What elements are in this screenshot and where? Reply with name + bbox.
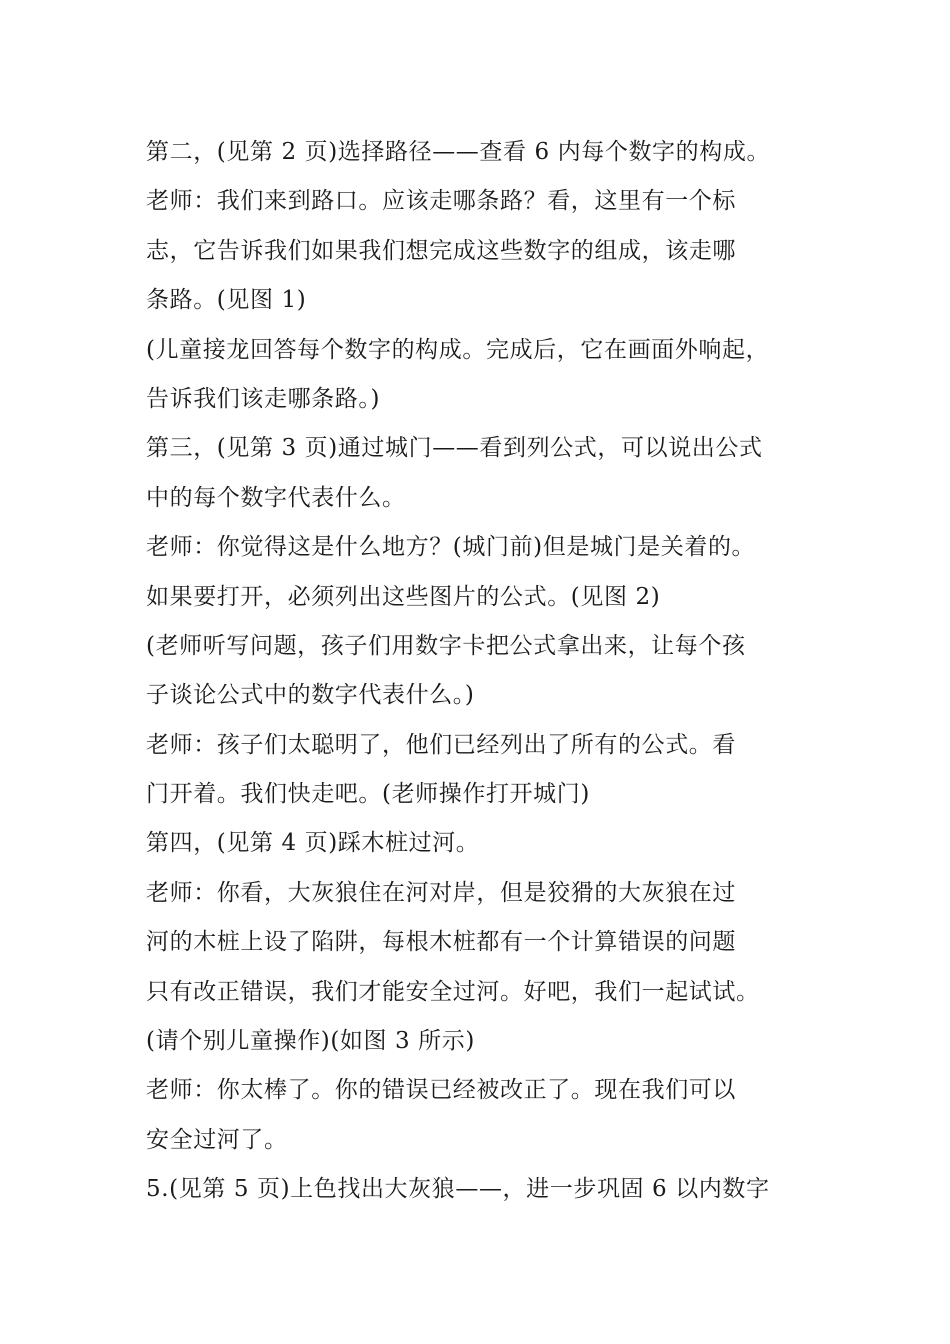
text-line: 第三，(见第 3 页)通过城门——看到列公式，可以说出公式 (146, 435, 763, 462)
text-line: 老师：孩子们太聪明了，他们已经列出了所有的公式。看 (146, 731, 736, 758)
text-line: 子谈论公式中的数字代表什么。) (146, 682, 475, 709)
text-line: 告诉我们该走哪条路。) (146, 385, 381, 412)
text-line: 老师：你看，大灰狼住在河对岸，但是狡猾的大灰狼在过 (146, 879, 736, 906)
text-line: 如果要打开，必须列出这些图片的公式。(见图 2) (146, 583, 661, 610)
text-line: 河的木桩上设了陷阱，每根木桩都有一个计算错误的问题 (146, 929, 736, 956)
text-line: (请个别儿童操作)(如图 3 所示) (146, 1028, 475, 1055)
text-line: 第二，(见第 2 页)选择路径——查看 6 内每个数字的构成。 (146, 139, 771, 165)
text-line: 志，它告诉我们如果我们想完成这些数字的组成，该走哪 (146, 237, 736, 264)
text-line: (儿童接龙回答每个数字的构成。完成后，它在画面外响起， (146, 336, 770, 363)
text-line: (老师听写问题，孩子们用数字卡把公式拿出来，让每个孩 (146, 632, 746, 659)
text-line: 5.(见第 5 页)上色找出大灰狼——，进一步巩固 6 以内数字 (146, 1176, 770, 1203)
text-line: 门开着。我们快走吧。(老师操作打开城门) (146, 781, 590, 808)
text-line: 老师：你觉得这是什么地方？(城门前)但是城门是关着的。 (146, 534, 756, 561)
text-line: 中的每个数字代表什么。 (146, 484, 406, 511)
text-line: 老师：你太棒了。你的错误已经被改正了。现在我们可以 (146, 1077, 736, 1104)
text-line: 老师：我们来到路口。应该走哪条路？看，这里有一个标 (146, 188, 736, 215)
document-body (146, 128, 816, 1215)
text-line: 条路。(见图 1) (146, 287, 307, 314)
text-line: 安全过河了。 (146, 1126, 288, 1153)
text-line: 第四，(见第 4 页)踩木桩过河。 (146, 830, 480, 857)
text-line: 只有改正错误，我们才能安全过河。好吧，我们一起试试。 (146, 978, 760, 1005)
